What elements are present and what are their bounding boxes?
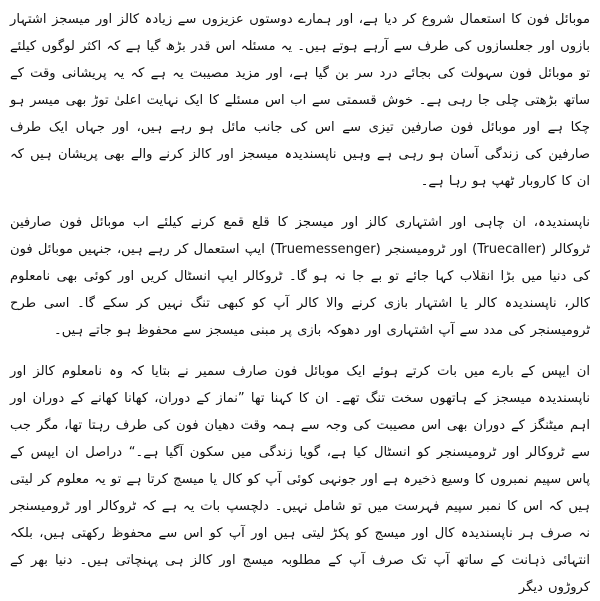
article-paragraph-2: ناپسندیدہ، ان چاہی اور اشتہاری کالز اور میسجز کا قلع قمع کرنے کیلئے اب موبائل فون صارفین ٹروکالر (Truecaller) اور ٹرومیسنجر (Truemessenger) ایپ استعمال کر رہے ہیں، جنہیں موبائل فون کی دنیا میں بڑا انقلاب کہا جائے تو بے جا نہ ہو گا۔ ٹروکالر ایپ انسٹال کریں اور کوئی بھی نامعلوم کالر، ناپسندیدہ کالر یا اشتہار بازی کرنے والا کالر آپ کو کبھی تنگ نہیں کر سکے گا۔ اسی طرح ٹرومیسنجر کی مدد سے آپ اشتہاری اور دھوکہ بازی پر مبنی میسجز سے محفوظ ہو جاتے ہیں۔ <box>10 215 591 338</box>
article-paragraph-1: موبائل فون کا استعمال شروع کر دیا ہے، اور ہمارے دوستوں عزیزوں سے زیادہ کالز اور میسجز اشتہار بازوں اور جعلسازوں کی طرف سے آرہے ہوتے ہیں۔ یہ مسئلہ اس قدر بڑھ گیا ہے کہ اکثر لوگوں کیلئے تو موبائل فون سہولت کی بجائے درد سر بن گیا ہے، اور مزید مصیبت یہ ہے کہ یہ پریشانی وقت کے ساتھ بڑھتی چلی جا رہی ہے۔ خوش قسمتی سے اب اس مسئلے کا ایک نہایت اعلیٰ توڑ بھی میسر ہو چکا ہے اور موبائل فون صارفین تیزی سے اس کی جانب مائل ہو رہے ہیں، اور جہاں ایک طرف صارفین کی زندگی آسان ہو رہی ہے وہیں ناپسندیدہ میسجز اور کالز کرنے والے بھی پریشان ہیں کہ ان کا کاروبار ٹھپ ہو رہا ہے۔ <box>10 12 590 189</box>
article-paragraph-3: ان ایپس کے بارے میں بات کرتے ہوئے ایک موبائل فون صارف سمیر نے بتایا کہ وہ نامعلوم کالز اور ناپسندیدہ میسجز کے ہاتھوں سخت تنگ تھے۔ ان کا کہنا تھا ”نماز کے دوران، کھانا کھانے کے دوران اور اہم میٹنگز کے دوران بھی اس مصیبت کی وجہ سے ہمہ وقت دھیان فون کی طرف رہتا تھا، مگر جب سے ٹروکالر اور ٹرومیسنجر کو انسٹال کیا ہے، گویا زندگی میں سکون آگیا ہے۔“ دراصل ان ایپس کے پاس سپیم نمبروں کا وسیع ذخیرہ ہے اور جونہی کوئی آپ کو کال یا میسج کرتا ہے تو یہ معلوم کر لیتی ہیں کہ اس کا نمبر سپیم فہرست میں تو شامل نہیں۔ دلچسپ بات یہ ہے کہ ٹروکالر اور ٹرومیسنجر نہ صرف ہر ناپسندیدہ کال اور میسج کو پکڑ لیتی ہیں اور آپ کو اس سے محفوظ رکھتی ہیں، بلکہ انتہائی ذہانت کے ساتھ آپ تک صرف آپ کے مطلوبہ میسج اور کالز ہی پہنچاتی ہیں۔ دنیا بھر کے کروڑوں دیگر <box>10 364 590 595</box>
